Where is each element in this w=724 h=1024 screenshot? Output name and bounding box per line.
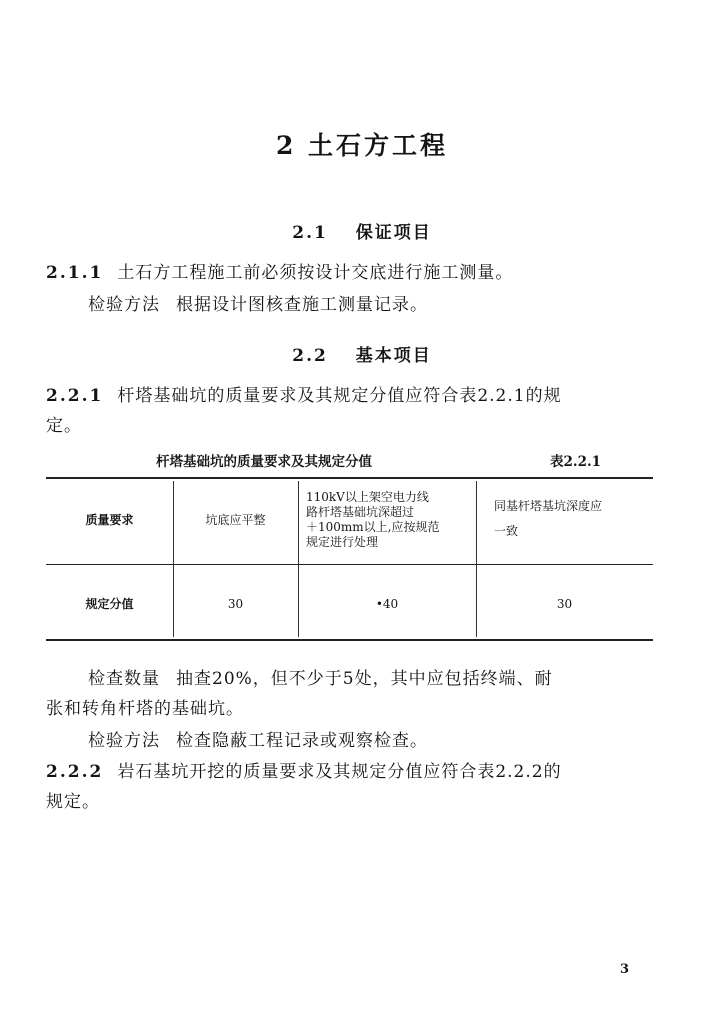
section-title: 保证项目 [355,223,432,243]
method-label: 检验方法 [88,731,160,751]
chapter-title: 2 土石方工程 [275,131,449,160]
cell-depth-requirement [306,490,476,550]
clause-number: 2.2.2 [46,762,104,782]
section-number: 2.1 [292,223,328,243]
row-header-score: 规定分值 [85,597,134,611]
cell-line: 同基杆塔基坑深度应 [494,499,603,513]
check-quantity-text: 抽查20%，但不少于5处，其中应包括终端、耐 [176,669,553,689]
table-bottom-rule [46,639,653,641]
cell-depth-consistency [494,499,653,539]
section-title: 基本项目 [355,346,432,366]
clause-text: 土石方工程施工前必须按设计交底进行施工测量。 [117,263,514,283]
clause-2-1-1 [46,258,513,283]
clause-number: 2.2.1 [46,386,104,406]
table-top-rule [46,477,653,479]
cell-line: 路杆塔基础坑深超过 [306,505,415,519]
clause-2-2-1 [46,381,562,406]
column-divider [298,481,299,637]
cell-line: 规定进行处理 [306,535,379,549]
method-text: 根据设计图核查施工测量记录。 [176,295,428,315]
cell-score: 30 [556,597,573,611]
cell-score: •40 [375,597,399,611]
clause-number: 2.1.1 [46,263,104,283]
section-heading-2-1 [0,218,724,243]
check-quantity-label: 检查数量 [88,669,160,689]
check-quantity-continued: 张和转角杆塔的基础坑。 [46,699,244,719]
cell-line: 110kV以上架空电力线 [306,490,429,504]
clause-2-2-2 [46,757,562,782]
inspection-method-2-1-1 [88,290,428,315]
inspection-method-2-2-1 [88,726,428,751]
column-divider [476,481,477,637]
page-number: 3 [620,962,630,977]
clause-text-line-1: 岩石基坑开挖的质量要求及其规定分值应符合表2.2.2的 [117,762,562,782]
check-quantity [88,664,553,689]
cell-line: 一致 [494,524,519,538]
method-text: 检查隐蔽工程记录或观察检查。 [176,731,428,751]
section-number: 2.2 [292,346,328,366]
section-heading-2-2 [0,341,724,366]
column-divider [173,481,174,637]
method-label: 检验方法 [88,295,160,315]
clause-2-2-2-continued: 规定。 [46,792,100,812]
clause-2-2-1-continued: 定。 [46,416,82,436]
cell-score: 30 [227,597,244,611]
table-number: 表2.2.1 [550,454,602,470]
quality-table [46,477,653,641]
table-caption: 杆塔基础坑的质量要求及其规定分值 [156,454,372,470]
row-header-quality: 质量要求 [85,513,134,527]
cell-flat-bottom: 坑底应平整 [205,513,266,527]
cell-line: ＋100mm以上,应按规范 [306,520,440,534]
table-row-rule [46,564,653,565]
clause-text-line-1: 杆塔基础坑的质量要求及其规定分值应符合表2.2.1的规 [117,386,562,406]
